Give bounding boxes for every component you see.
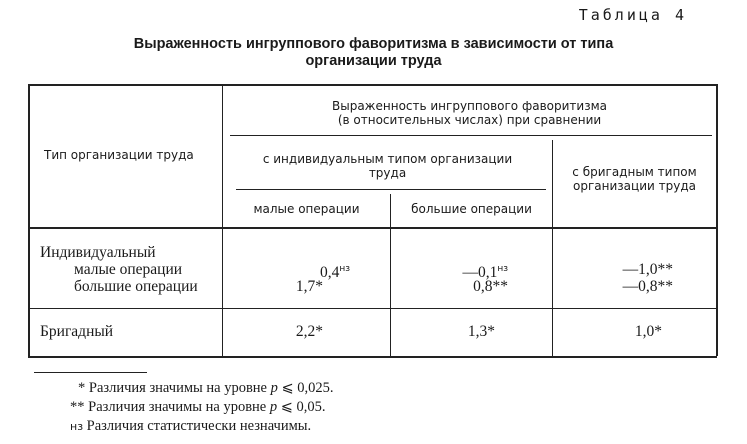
main-header <box>223 99 716 127</box>
table-number: Таблица 4 <box>578 6 687 24</box>
table-right-rule <box>716 84 718 356</box>
cell-large-individual-small: 1,7* <box>295 278 323 295</box>
brigade-header-line1: с бригадным типом <box>572 165 697 179</box>
cell-large-brigade: —0,8** <box>622 278 673 295</box>
footnote-text: Различия значимы на уровне <box>88 380 267 396</box>
cell-large-individual-large: 0,8** <box>473 278 508 295</box>
table-row-separator <box>28 308 717 309</box>
row-large-ops-label: большие операции <box>74 278 198 295</box>
table-title-line1: Выраженность ингруппового фаворитизма в зависимости от типа <box>133 36 614 52</box>
brigade-header <box>553 165 716 193</box>
main-header-line1: Выраженность ингруппового фаворитизма <box>332 99 607 113</box>
table-title <box>0 36 747 70</box>
footnote-text: Различия значимы на уровне <box>88 399 267 415</box>
cell-brigade-individual-small: 2,2* <box>295 323 323 340</box>
row-brigade-label: Бригадный <box>40 323 114 340</box>
main-header-line2: (в относительных числах) при сравнении <box>337 113 602 127</box>
individual-header-line1: с индивидуальным типом организации <box>262 152 513 166</box>
row-individual-label: Индивидуальный <box>40 244 156 261</box>
footnote-relation: ⩽ 0,05. <box>280 399 326 415</box>
value: —0,1 <box>462 264 498 281</box>
table-title-line2: организации труда <box>305 53 442 69</box>
table-header-bottom-rule <box>28 227 717 229</box>
cell-brigade-brigade: 1,0* <box>634 323 662 340</box>
col-type-header: Тип организации труда <box>44 148 194 162</box>
footnote-p: p <box>269 399 278 415</box>
footnote-2 <box>70 399 326 416</box>
footnote-mark: нз <box>70 420 84 433</box>
footnote-text: Различия статистически незначимы. <box>86 418 312 434</box>
cell-small-brigade: —1,0** <box>622 261 673 278</box>
footnote-relation: ⩽ 0,025. <box>281 380 334 396</box>
ns-mark: нз <box>497 264 508 274</box>
small-ops-header: малые операции <box>253 202 360 216</box>
value: 0,4 <box>319 264 340 281</box>
header-subrule <box>230 135 712 136</box>
large-ops-header: большие операции <box>411 202 532 216</box>
cell-brigade-individual-large: 1,3* <box>467 323 495 340</box>
footnote-rule <box>34 372 147 373</box>
ops-divider <box>390 194 391 356</box>
table-bottom-rule <box>28 356 717 358</box>
brigade-header-line2: организации труда <box>573 179 696 193</box>
individual-header-line2: труда <box>368 166 407 180</box>
individual-header <box>223 152 552 180</box>
ns-mark: нз <box>339 264 350 274</box>
footnote-mark: ** <box>70 399 85 415</box>
footnote-1 <box>78 380 334 397</box>
footnote-p: p <box>270 380 278 396</box>
footnote-mark: * <box>78 380 86 396</box>
ops-subrule <box>236 189 546 190</box>
table-left-rule <box>28 84 30 356</box>
row-small-ops-label: малые операции <box>74 261 183 278</box>
table-top-rule <box>28 84 717 86</box>
footnote-3 <box>70 418 311 435</box>
